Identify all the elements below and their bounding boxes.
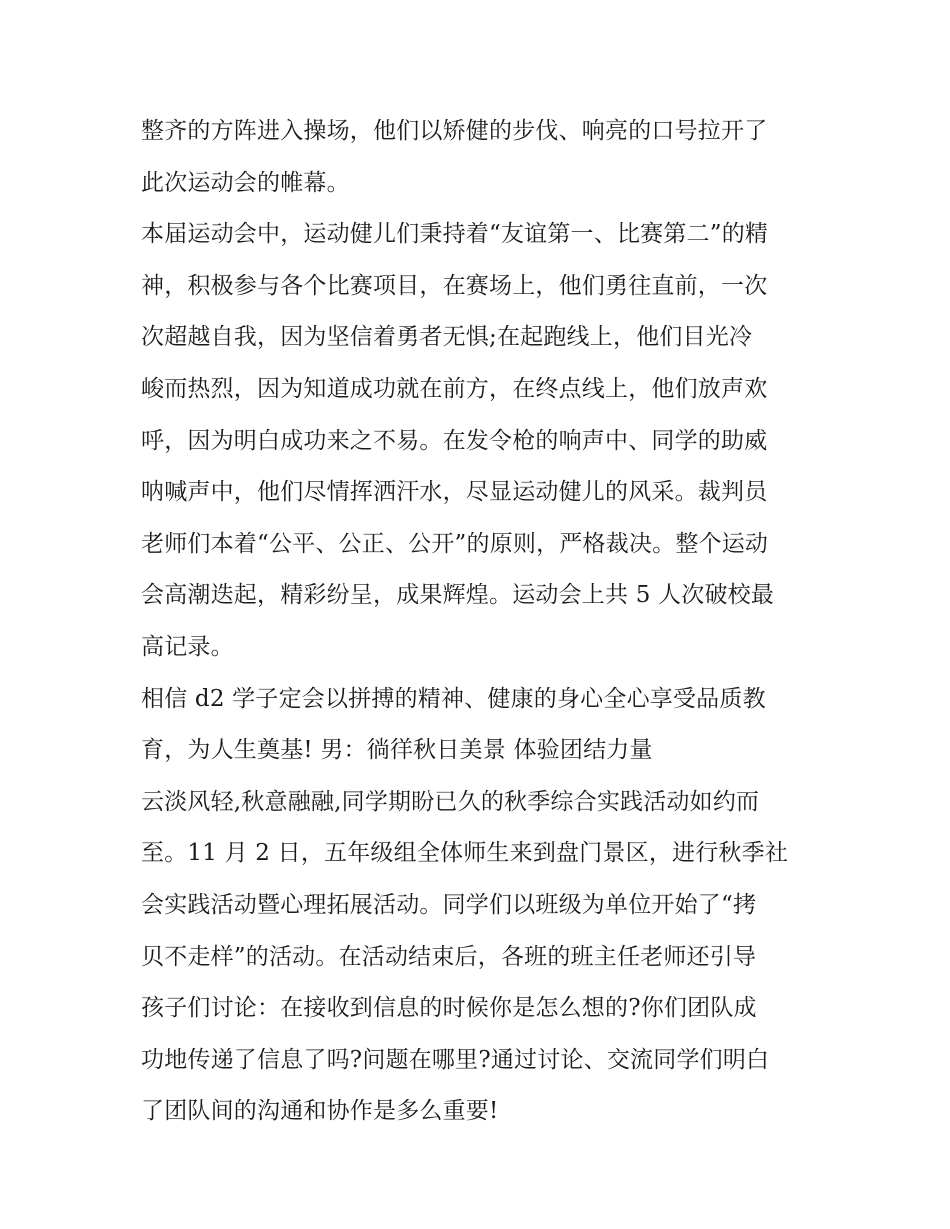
text-line: 相信 d2 学子定会以拼搏的精神、健康的身心全心享受品质教 (141, 685, 766, 712)
text-line: 呐喊声中，他们尽情挥洒汗水，尽显运动健儿的风采。裁判员 (141, 479, 768, 506)
text-line: 呼，因为明白成功来之不易。在发令枪的响声中、同学的助威 (141, 427, 768, 454)
text-line: 本届运动会中，运动健儿们秉持着“友谊第一、比赛第二”的精 (141, 221, 769, 248)
text-line: 整齐的方阵进入操场，他们以矫健的步伐、响亮的口号拉开了 (141, 118, 768, 144)
text-line: 峻而热烈，因为知道成功就在前方，在终点线上，他们放声欢 (141, 375, 768, 402)
document-body-text (141, 106, 821, 1138)
text-line: 育，为人生奠基! 男：徜徉秋日美景 体验团结力量 (141, 737, 653, 764)
text-line: 贝不走样”的活动。在活动结束后，各班的班主任老师还引导 (141, 943, 757, 970)
text-line: 老师们本着“公平、公正、公开”的原则，严格裁决。整个运动 (141, 530, 769, 557)
text-line: 孩子们讨论：在接收到信息的时候你是怎么想的?你们团队成 (141, 995, 757, 1022)
text-line: 会高潮迭起，精彩纷呈，成果辉煌。运动会上共 5 人次破校最 (141, 582, 775, 609)
text-line: 了团队间的沟通和协作是多么重要! (141, 1098, 499, 1125)
text-line: 功地传递了信息了吗?问题在哪里?通过讨论、交流同学们明白 (141, 1046, 770, 1073)
text-line: 神，积极参与各个比赛项目，在赛场上，他们勇往直前，一次 (141, 272, 768, 299)
text-line: 至。11 月 2 日，五年级组全体师生来到盘门景区，进行秋季社 (141, 840, 789, 867)
text-line: 云淡风轻,秋意融融,同学期盼已久的秋季综合实践活动如约而 (141, 788, 760, 815)
text-line: 会实践活动暨心理拓展活动。同学们以班级为单位开始了“拷 (141, 891, 757, 918)
text-line: 高记录。 (141, 633, 234, 660)
text-line: 此次运动会的帷幕。 (141, 169, 350, 196)
text-line: 次超越自我，因为坚信着勇者无惧;在起跑线上，他们目光冷 (141, 324, 753, 351)
